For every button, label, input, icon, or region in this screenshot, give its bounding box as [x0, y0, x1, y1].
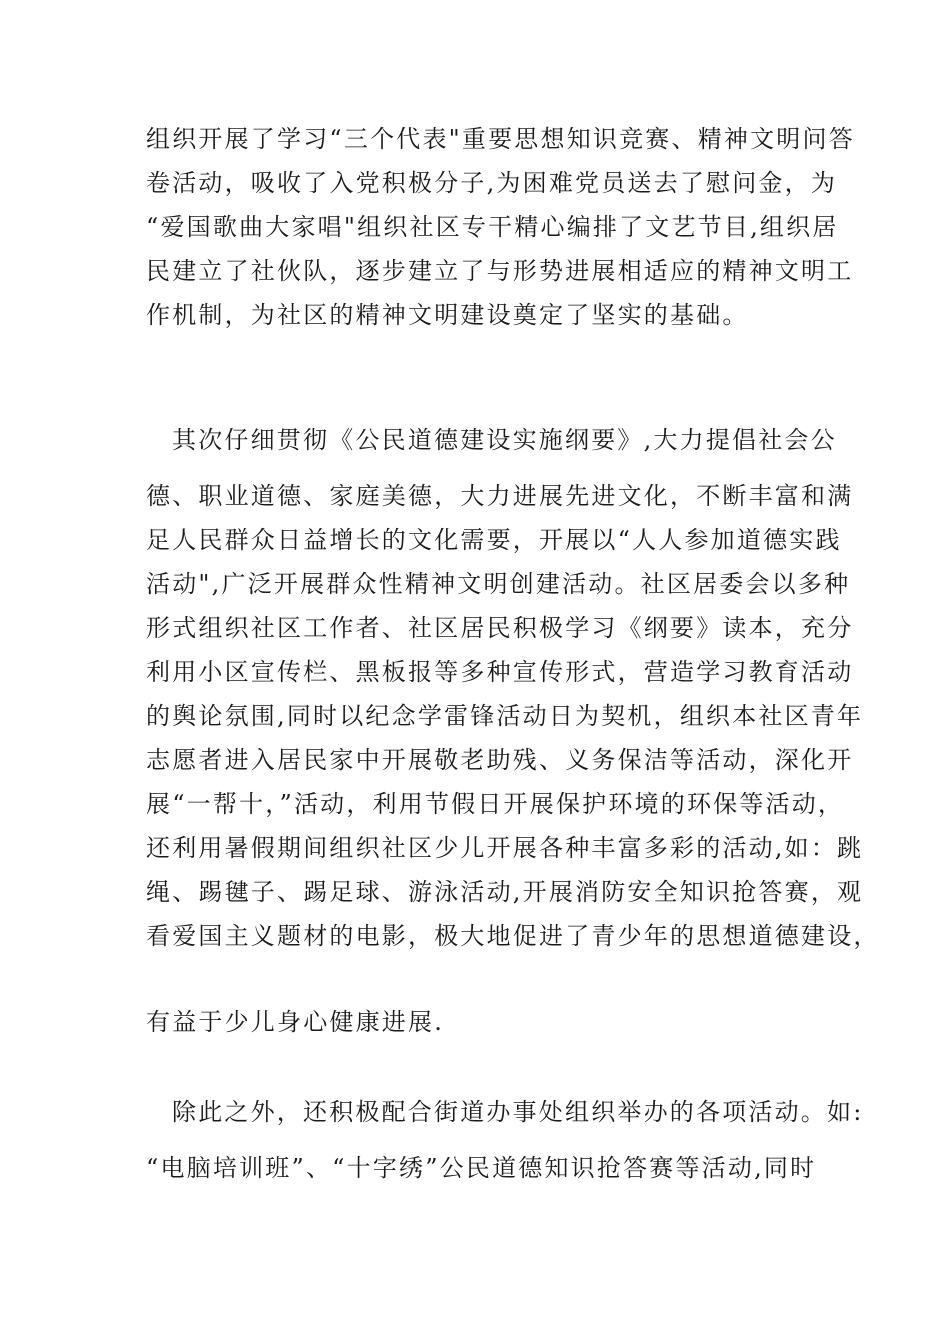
text-line: 形式组织社区工作者、社区居民积极学习《纲要》读本，充分 [146, 614, 854, 642]
text-line: “电脑培训班”、“十字绣”公民道德知识抢答赛等活动,同时 [146, 1154, 817, 1182]
text-line: 其次仔细贯彻《公民道德建设实施纲要》,大力提倡社会公 [172, 426, 837, 454]
text-line: 看爱国主义题材的电影，极大地促进了青少年的思想道德建设， [146, 922, 880, 950]
text-line: 利用小区宣传栏、黑板报等多种宣传形式，营造学习教育活动 [146, 658, 854, 686]
text-line: 展“一帮十，”活动，利用节假日开展保护环境的环保等活动， [146, 790, 845, 818]
text-line: 德、职业道德、家庭美德，大力进展先进文化，不断丰富和满 [146, 482, 854, 510]
text-line: 民建立了社伙队，逐步建立了与形势进展相适应的精神文明工 [146, 257, 854, 285]
text-line: 组织开展了学习“三个代表"重要思想知识竞赛、精神文明问答 [146, 125, 855, 153]
text-line: 有益于少儿身心健康进展. [146, 1008, 445, 1036]
text-line: “爱国歌曲大家唱"组织社区专干精心编排了文艺节目,组织居 [146, 213, 839, 241]
text-line: 除此之外，还积极配合街道办事处组织举办的各项活动。如: [172, 1098, 864, 1126]
text-line: 足人民群众日益增长的文化需要，开展以“人人参加道德实践 [146, 526, 842, 554]
text-line: 的舆论氛围,同时以纪念学雷锋活动日为契机，组织本社区青年 [146, 702, 864, 730]
text-line: 卷活动，吸收了入党积极分子,为困难党员送去了慰问金，为 [146, 169, 838, 197]
text-line: 活动",广泛开展群众性精神文明创建活动。社区居委会以多种 [146, 570, 851, 598]
text-line: 作机制，为社区的精神文明建设奠定了坚实的基础。 [146, 301, 749, 329]
text-line: 还利用暑假期间组织社区少儿开展各种丰富多彩的活动,如：跳 [146, 834, 864, 862]
text-line: 绳、踢毽子、踢足球、游泳活动,开展消防安全知识抢答赛，观 [146, 878, 864, 906]
text-line: 志愿者进入居民家中开展敬老助残、义务保洁等活动，深化开 [146, 746, 854, 774]
